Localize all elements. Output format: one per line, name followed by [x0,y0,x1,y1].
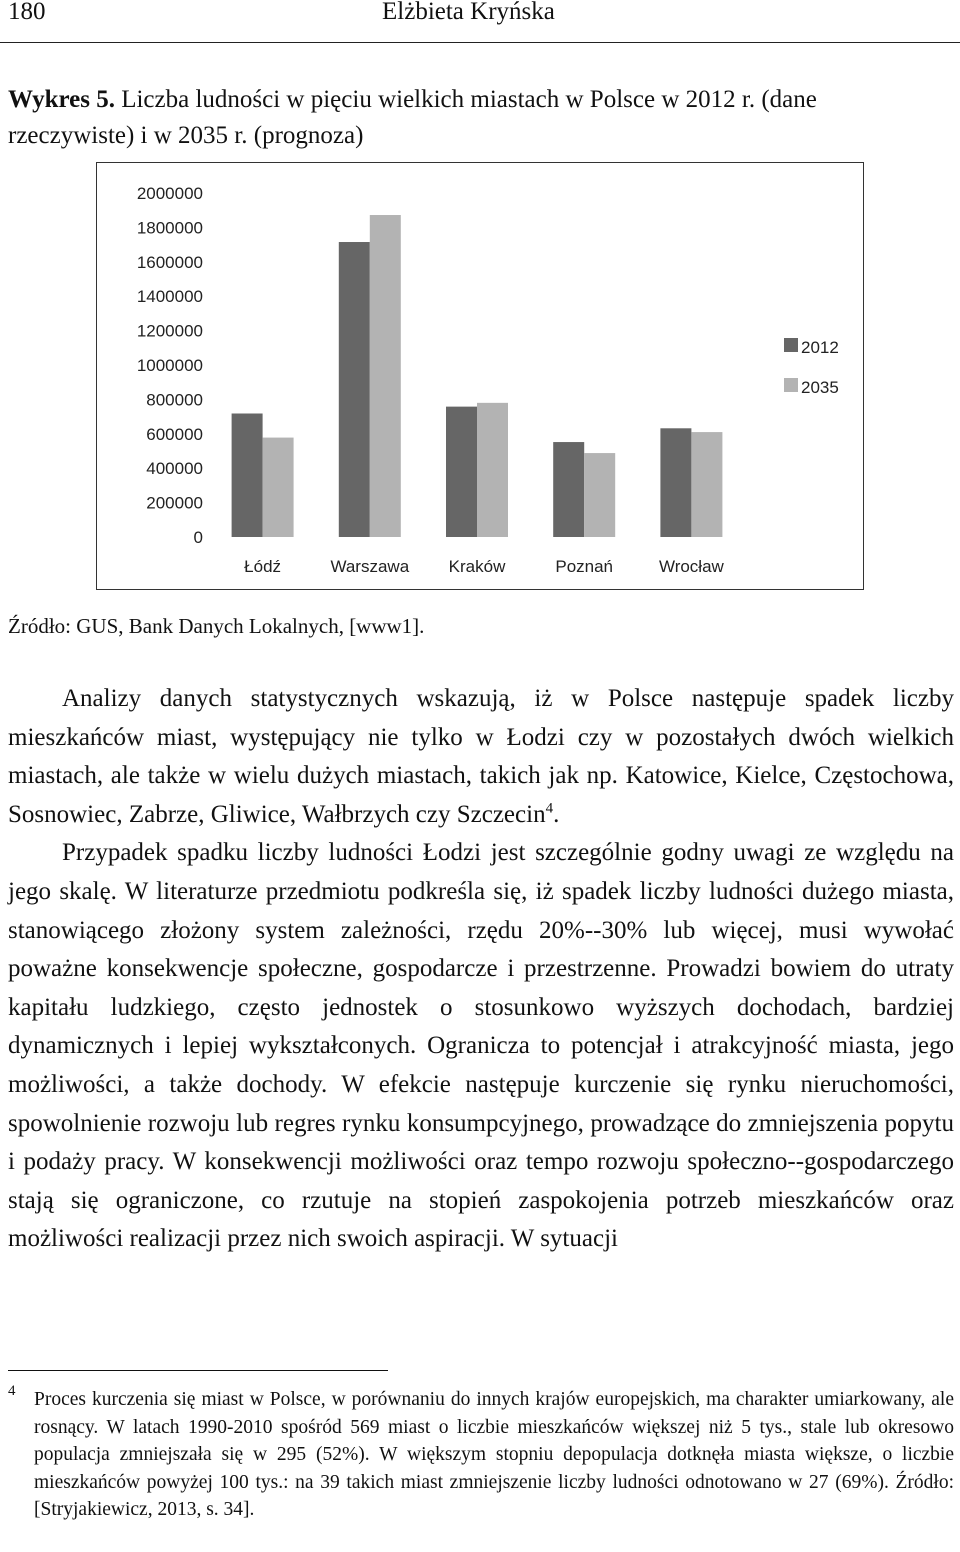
legend-label-2012: 2012 [801,338,839,357]
paragraph-1-end: . [553,800,560,828]
x-tick-label: Łódź [244,557,282,576]
y-tick-label: 1800000 [136,218,203,238]
bar-2012-0 [232,414,263,537]
figure-caption [8,82,938,154]
paragraph-2: Przypadek spadku liczby ludności Łodzi jest szczególnie godny uwagi ze względu na jego skalę. W literaturze przedmiotu podkreśla się, iż spadek liczby ludności dużego miasta, stanowiącego złożony system zależności, rzędu 20%--30% lub więcej, musi wywołać poważne konsekwencje społeczne, gospodarcze i przestrzenne. Prowadzi bowiem do utraty kapitału ludzkiego, często jednostek o stosunkowo wyższych dochodach, bardziej dynamicznych i lepiej wykształconych. Ogranicza to potencjał i atrakcyjność miasta, jego możliwości, a także dochody. W efekcie następuje kurczenie się rynku nieruchomości, spowolnienie rozwoju lub regres rynku konsumpcyjnego, prowadzące do zmniejszenia popytu i podaży pracy. W konsekwencji możliwości oraz tempo rozwoju społeczno--gospodarczego stają się ograniczone, co rzutuje na stopień zaspokojenia potrzeb mieszkańców oraz możliwości realizacji przez nich swoich aspiracji. W sytuacji [8,839,954,1253]
bar-2012-1 [339,242,370,537]
y-tick-label: 1600000 [136,252,203,272]
y-tick-label: 0 [193,528,203,547]
body-text [8,680,954,1259]
x-tick-label: Warszawa [330,557,410,576]
chart-frame [96,162,864,590]
y-tick-label: 1400000 [136,287,203,307]
y-tick-label: 400000 [146,459,203,479]
bar-2012-4 [660,428,691,537]
footnote-mark: 4 [8,1383,16,1399]
legend-swatch-2012 [784,338,798,352]
y-tick-label: 600000 [146,424,203,444]
y-tick-label: 2000000 [136,184,203,203]
running-head: Elżbieta Kryńska [382,0,555,25]
y-tick-label: 1000000 [136,356,203,375]
bar-chart [97,163,865,591]
x-tick-label: Kraków [448,557,506,576]
bar-2012-3 [553,442,584,537]
bar-2035-2 [477,403,508,537]
x-tick-label: Poznań [555,557,614,576]
bar-2035-1 [370,215,401,537]
bar-2035-0 [263,438,294,537]
figure-label: Wykres 5. [8,86,115,113]
y-tick-label: 1200000 [136,321,203,341]
figure-title: Liczba ludności w pięciu wielkich miastach w Polsce w 2012 r. (dane rzeczywiste) i w 2035 r. (prognoza) [8,86,817,149]
x-tick-label: Wrocław [658,557,724,576]
legend-swatch-2035 [784,378,798,392]
bar-2035-3 [584,453,615,537]
figure-source: Źródło: GUS, Bank Danych Lokalnych, [www1]. [8,614,425,638]
footnote-rule [8,1370,388,1371]
paragraph-1-text: Analizy danych statystycznych wskazują, iż w Polsce następuje spadek liczby mieszkańców miast, występujący nie tylko w Łodzi czy w pozostałych dwóch wielkich miastach, ale także w wielu dużych miastach, takich jak np. Katowice, Kielce, Częstochowa, Sosnowiec, Zabrze, Gliwice, Wałbrzych czy Szczecin [8,685,954,828]
y-tick-label: 800000 [146,390,203,410]
footnote-text: Proces kurczenia się miast w Polsce, w porównaniu do innych krajów europejskich, ma charakter umiarkowany, ale rosnący. W latach 1990-2010 spośród 569 miast o liczbie mieszkańców większej niż 5 tys., stale lub okresowo populacja zmniejszała się w 295 (52%). W większym stopniu depopulacja dotknęła miasta większe, o liczbie mieszkańców powyżej 100 tys.: na 39 takich miast zmniejszenie liczby ludności odnotowano w 27 (69%). Źródło: [Stryjakiewicz, 2013, s. 34]. [34,1389,954,1520]
bar-2035-4 [691,432,722,537]
bar-2012-2 [446,407,477,537]
y-tick-label: 200000 [146,493,203,513]
paragraph-1 [8,680,954,834]
footnote [8,1383,954,1524]
page-number: 180 [8,0,46,25]
legend-label-2035: 2035 [801,378,839,397]
page-header [0,0,960,43]
footnote-reference[interactable]: 4 [545,800,554,817]
